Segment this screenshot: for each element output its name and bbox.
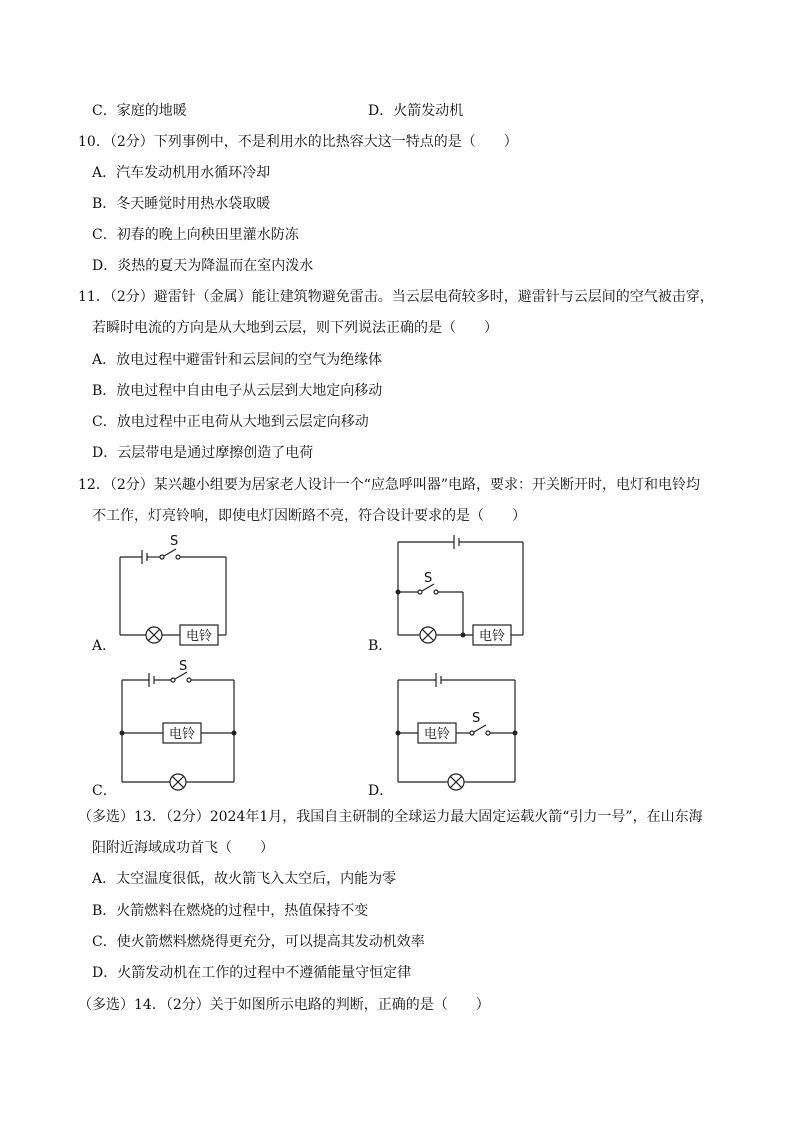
circuit-d-label: D． xyxy=(368,783,394,799)
q11-stem-line2: 若瞬时电流的方向是从大地到云层，则下列说法正确的是（ ） xyxy=(92,320,498,336)
q9-option-c: C．家庭的地暖 xyxy=(92,103,187,119)
q13-option-c: C．使火箭燃料燃烧得更充分，可以提高其发动机效率 xyxy=(92,934,425,950)
q14-stem: （多选）14．（2分）关于如图所示电路的判断，正确的是（ ） xyxy=(78,997,490,1013)
circuit-c-label: C． xyxy=(92,783,117,799)
circuit-a-label: A． xyxy=(92,638,117,654)
q11-option-a: A．放电过程中避雷针和云层间的空气为绝缘体 xyxy=(92,352,383,368)
q11-option-b: B．放电过程中自由电子从云层到大地定向移动 xyxy=(92,383,383,399)
q13-stem-line1: （多选）13．（2分）2024年1月，我国自主研制的全球运力最大固定运载火箭“引力一号”，在山东海 xyxy=(78,809,703,825)
circuit-d-bell-label: 电铃 xyxy=(424,727,451,742)
q13-stem-line2: 阳附近海域成功首飞（ ） xyxy=(92,840,274,856)
q13-option-a: A．太空温度很低，故火箭飞入太空后，内能为零 xyxy=(92,871,397,887)
circuit-b-diagram xyxy=(390,530,530,650)
q11-option-c: C．放电过程中正电荷从大地到云层定向移动 xyxy=(92,414,369,430)
q12-stem-line1: 12．（2分）某兴趣小组要为居家老人设计一个“应急呼叫器”电路，要求：开关断开时，电灯和电铃均 xyxy=(78,477,701,493)
q11-stem-line1: 11．（2分）避雷针（金属）能让建筑物避免雷击。当云层电荷较多时，避雷针与云层间的空气被击穿， xyxy=(78,289,714,305)
circuit-a-bell-label: 电铃 xyxy=(186,629,213,644)
circuit-d-switch-label: S xyxy=(472,711,481,726)
q10-option-d: D．炎热的夏天为降温而在室内泼水 xyxy=(92,258,314,274)
circuit-a-diagram xyxy=(110,535,240,650)
circuit-c-bell-label: 电铃 xyxy=(169,727,196,742)
circuit-d-diagram xyxy=(390,670,530,790)
q10-option-a: A．汽车发动机用水循环冷却 xyxy=(92,165,271,181)
q10-option-b: B．冬天睡觉时用热水袋取暖 xyxy=(92,196,271,212)
q13-option-b: B．火箭燃料在燃烧的过程中，热值保持不变 xyxy=(92,903,369,919)
circuit-c-switch-label: S xyxy=(179,659,188,674)
circuit-c-diagram xyxy=(115,658,245,788)
circuit-b-bell-label: 电铃 xyxy=(479,629,506,644)
circuit-a-switch-label: S xyxy=(170,534,179,549)
q13-option-d: D．火箭发动机在工作的过程中不遵循能量守恒定律 xyxy=(92,965,412,981)
q9-option-d: D．火箭发动机 xyxy=(368,103,464,119)
q11-option-d: D．云层带电是通过摩擦创造了电荷 xyxy=(92,445,314,461)
q10-stem: 10．（2分）下列事例中，不是利用水的比热容大这一特点的是（ ） xyxy=(78,134,518,150)
circuit-b-switch-label: S xyxy=(424,571,433,586)
circuit-b-label: B． xyxy=(368,638,393,654)
q10-option-c: C．初春的晚上向秧田里灌水防冻 xyxy=(92,227,299,243)
q12-stem-line2: 不工作，灯亮铃响，即使电灯因断路不亮，符合设计要求的是（ ） xyxy=(92,508,526,524)
